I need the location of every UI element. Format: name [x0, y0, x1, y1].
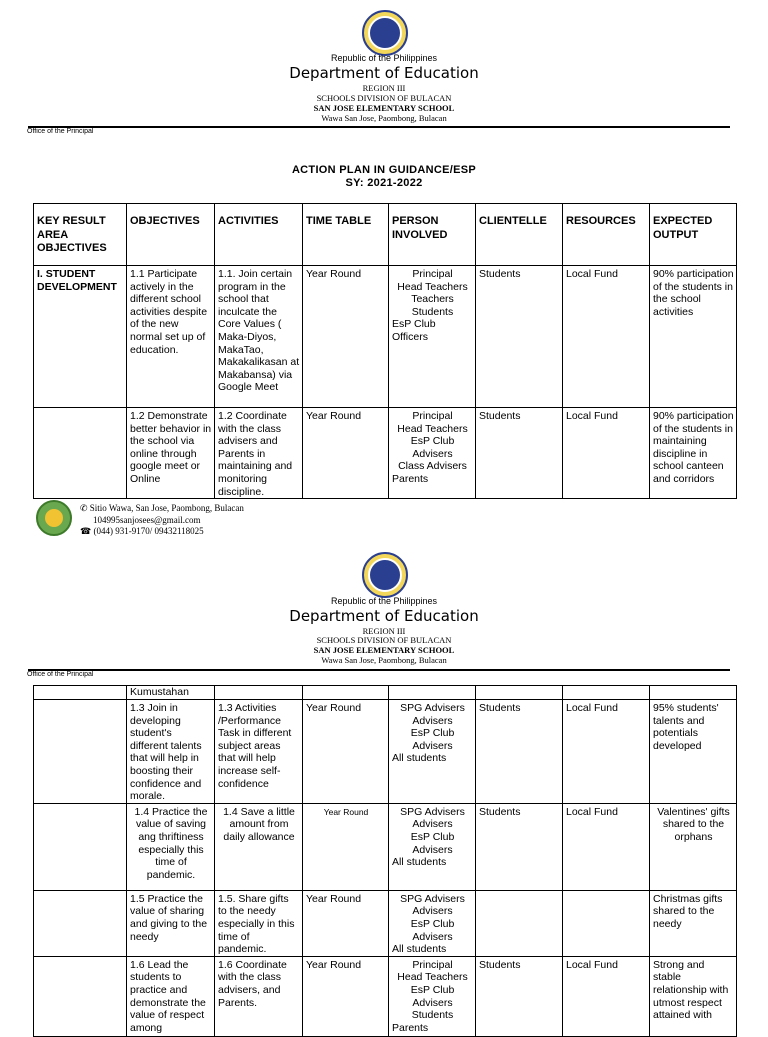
persons-cell [389, 890, 476, 956]
table-row [34, 956, 737, 1036]
persons-cell [389, 266, 476, 408]
output-cell: Christmas gifts shared to the needy [650, 890, 737, 956]
person-item: Principal [412, 410, 453, 422]
clientelle-cell [476, 890, 563, 956]
objective-cell: 1.1 Participate actively in the different school activities despite of the new normal set up of education. [127, 266, 215, 408]
col-expected-output: EXPECTED OUTPUT [650, 204, 737, 266]
activities-cell: 1.5. Share gifts to the needy especially in this time of pandemic. [215, 890, 303, 956]
person-item: EsP Club [410, 830, 455, 843]
table-row [34, 700, 737, 804]
kra-cell [34, 956, 127, 1036]
person-item: Class Advisers [398, 460, 467, 473]
clientelle-cell: Students [476, 266, 563, 408]
footer-address-line [80, 503, 244, 514]
output-cell: 90% participation of the students in the school activities [650, 266, 737, 408]
activities-cell: 1.1. Join certain program in the school that inculcate the Core Values ( Maka-Diyos, MakaTao, Makakalikasan at Makabansa) via Google Meet [215, 266, 303, 408]
clientelle-cell: Students [476, 803, 563, 890]
person-item: EsP Club [410, 983, 455, 996]
activities-cell [215, 686, 303, 700]
person-item: Advisers [412, 996, 453, 1009]
person-item: Advisers [412, 714, 453, 727]
person-item: EsP Club [410, 917, 455, 930]
location-icon: ✆ [80, 503, 88, 513]
time-cell: Year Round [303, 956, 389, 1036]
school-name: SAN JOSE ELEMENTARY SCHOOL [313, 645, 455, 655]
action-plan-table-page2 [33, 685, 737, 1037]
col-person-involved: PERSON INVOLVED [389, 204, 476, 266]
person-item: Advisers [412, 447, 453, 460]
person-item: EsP Club Officers [392, 318, 436, 343]
output-cell: 95% students' talents and potentials developed [650, 700, 737, 804]
resources-cell: Local Fund [563, 266, 650, 408]
objective-cell: 1.6 Lead the students to practice and demonstrate the value of respect among [127, 956, 215, 1036]
output-cell: Strong and stable relationship with utmost respect attained with [650, 956, 737, 1036]
school-year: SY: 2021-2022 [345, 177, 423, 189]
school-name: SAN JOSE ELEMENTARY SCHOOL [313, 103, 455, 113]
department-title: Department of Education [289, 64, 479, 82]
time-cell [303, 686, 389, 700]
resources-cell: Local Fund [563, 408, 650, 499]
person-item: EsP Club [410, 727, 455, 740]
footer-phone-line [80, 526, 204, 537]
persons-cell [389, 956, 476, 1036]
person-item: Head Teachers [397, 280, 468, 293]
clientelle-cell: Students [476, 956, 563, 1036]
activities-cell: 1.4 Save a little amount from daily allowance [215, 803, 303, 890]
output-cell [650, 686, 737, 700]
person-item: Advisers [412, 843, 453, 856]
table-row [34, 686, 737, 700]
persons-cell [389, 408, 476, 499]
header-row [34, 204, 737, 266]
header-rule [28, 126, 730, 128]
person-item: SPG Advisers [400, 892, 465, 905]
time-cell: Year Round [303, 803, 389, 890]
objective-cell: 1.5 Practice the value of sharing and giving to the needy [127, 890, 215, 956]
school-address: Wawa San Jose, Paombong, Bulacan [321, 113, 447, 123]
col-clientelle: CLIENTELLE [476, 204, 563, 266]
republic-text: Republic of the Philippines [330, 53, 438, 63]
person-item: Parents [392, 1021, 429, 1034]
output-cell: Valentines' gifts shared to the orphans [650, 803, 737, 890]
office-label: Office of the Principal [27, 671, 94, 678]
person-item: Principal [412, 268, 453, 280]
table-row [34, 408, 737, 499]
person-item: All students [392, 752, 447, 765]
resources-cell [563, 686, 650, 700]
resources-cell: Local Fund [563, 700, 650, 804]
objective-cell: 1.3 Join in developing student's different talents that will help in boosting their confidence and morale. [127, 700, 215, 804]
person-item: SPG Advisers [400, 702, 465, 714]
deped-seal-logo [362, 10, 408, 56]
resources-cell: Local Fund [563, 956, 650, 1036]
person-item: Students [411, 305, 454, 318]
region-text: REGION III [362, 83, 406, 93]
person-item: Advisers [412, 905, 453, 918]
time-cell: Year Round [303, 700, 389, 804]
division-text: SCHOOLS DIVISION OF BULACAN [316, 635, 452, 645]
office-label: Office of the Principal [27, 128, 94, 135]
kra-cell [34, 408, 127, 499]
deped-seal-logo [362, 552, 408, 598]
action-plan-table-page1 [33, 203, 737, 499]
kra-cell [34, 686, 127, 700]
person-item: Head Teachers [397, 422, 468, 435]
col-time-table: TIME TABLE [303, 204, 389, 266]
phone-icon: ☎ [80, 526, 92, 536]
person-item: Advisers [412, 930, 453, 943]
table-row [34, 890, 737, 956]
time-cell: Year Round [303, 408, 389, 499]
resources-cell [563, 890, 650, 956]
activities-cell: 1.6 Coordinate with the class advisers, and Parents. [215, 956, 303, 1036]
persons-cell [389, 686, 476, 700]
person-item: Head Teachers [397, 971, 468, 984]
table-row [34, 803, 737, 890]
footer-email: 104995sanjosees@gmail.com [93, 515, 201, 525]
person-item: Advisers [412, 739, 453, 752]
person-item: Students [411, 1009, 454, 1022]
output-cell: 90% participation of the students in maintaining discipline in school canteen and corridors [650, 408, 737, 499]
col-objectives: OBJECTIVES [127, 204, 215, 266]
header-rule [28, 669, 730, 671]
col-key-result-area: KEY RESULT AREA OBJECTIVES [34, 204, 127, 266]
school-logo [36, 500, 72, 536]
department-title: Department of Education [289, 607, 479, 625]
clientelle-cell: Students [476, 700, 563, 804]
plan-title: ACTION PLAN IN GUIDANCE/ESP [291, 164, 477, 176]
activities-cell: 1.2 Coordinate with the class advisers and Parents in maintaining and monitoring discipline. [215, 408, 303, 499]
school-address: Wawa San Jose, Paombong, Bulacan [321, 655, 447, 665]
person-item: Principal [412, 958, 453, 971]
kra-cell [34, 700, 127, 804]
clientelle-cell [476, 686, 563, 700]
person-item: All students [392, 856, 447, 869]
resources-cell: Local Fund [563, 803, 650, 890]
time-cell: Year Round [303, 890, 389, 956]
objective-cell: 1.2 Demonstrate better behavior in the school via online through google meet or Online [127, 408, 215, 499]
table-row [34, 266, 737, 408]
region-text: REGION III [362, 626, 406, 636]
objective-cell: Kumustahan [127, 686, 215, 700]
persons-cell [389, 803, 476, 890]
footer-address: Sitio Wawa, San Jose, Paombong, Bulacan [89, 503, 244, 513]
activities-cell: 1.3 Activities /Performance Task in different subject areas that will help increase self- confidence [215, 700, 303, 804]
person-item: EsP Club [410, 435, 455, 448]
person-item: Advisers [412, 818, 453, 831]
division-text: SCHOOLS DIVISION OF BULACAN [316, 93, 452, 103]
kra-cell: I. STUDENT DEVELOPMENT [34, 266, 127, 408]
clientelle-cell: Students [476, 408, 563, 499]
objective-cell: 1.4 Practice the value of saving ang thriftiness especially this time of pandemic. [127, 803, 215, 890]
col-resources: RESOURCES [563, 204, 650, 266]
kra-cell [34, 890, 127, 956]
col-activities: ACTIVITIES [215, 204, 303, 266]
person-item: Parents [392, 472, 429, 485]
time-cell: Year Round [303, 266, 389, 408]
person-item: Teachers [411, 293, 454, 306]
footer-phone: (044) 931-9170/ 09432118025 [93, 526, 204, 536]
persons-cell [389, 700, 476, 804]
person-item: All students [392, 943, 447, 956]
kra-cell [34, 803, 127, 890]
republic-text: Republic of the Philippines [330, 596, 438, 606]
person-item: SPG Advisers [400, 805, 465, 818]
